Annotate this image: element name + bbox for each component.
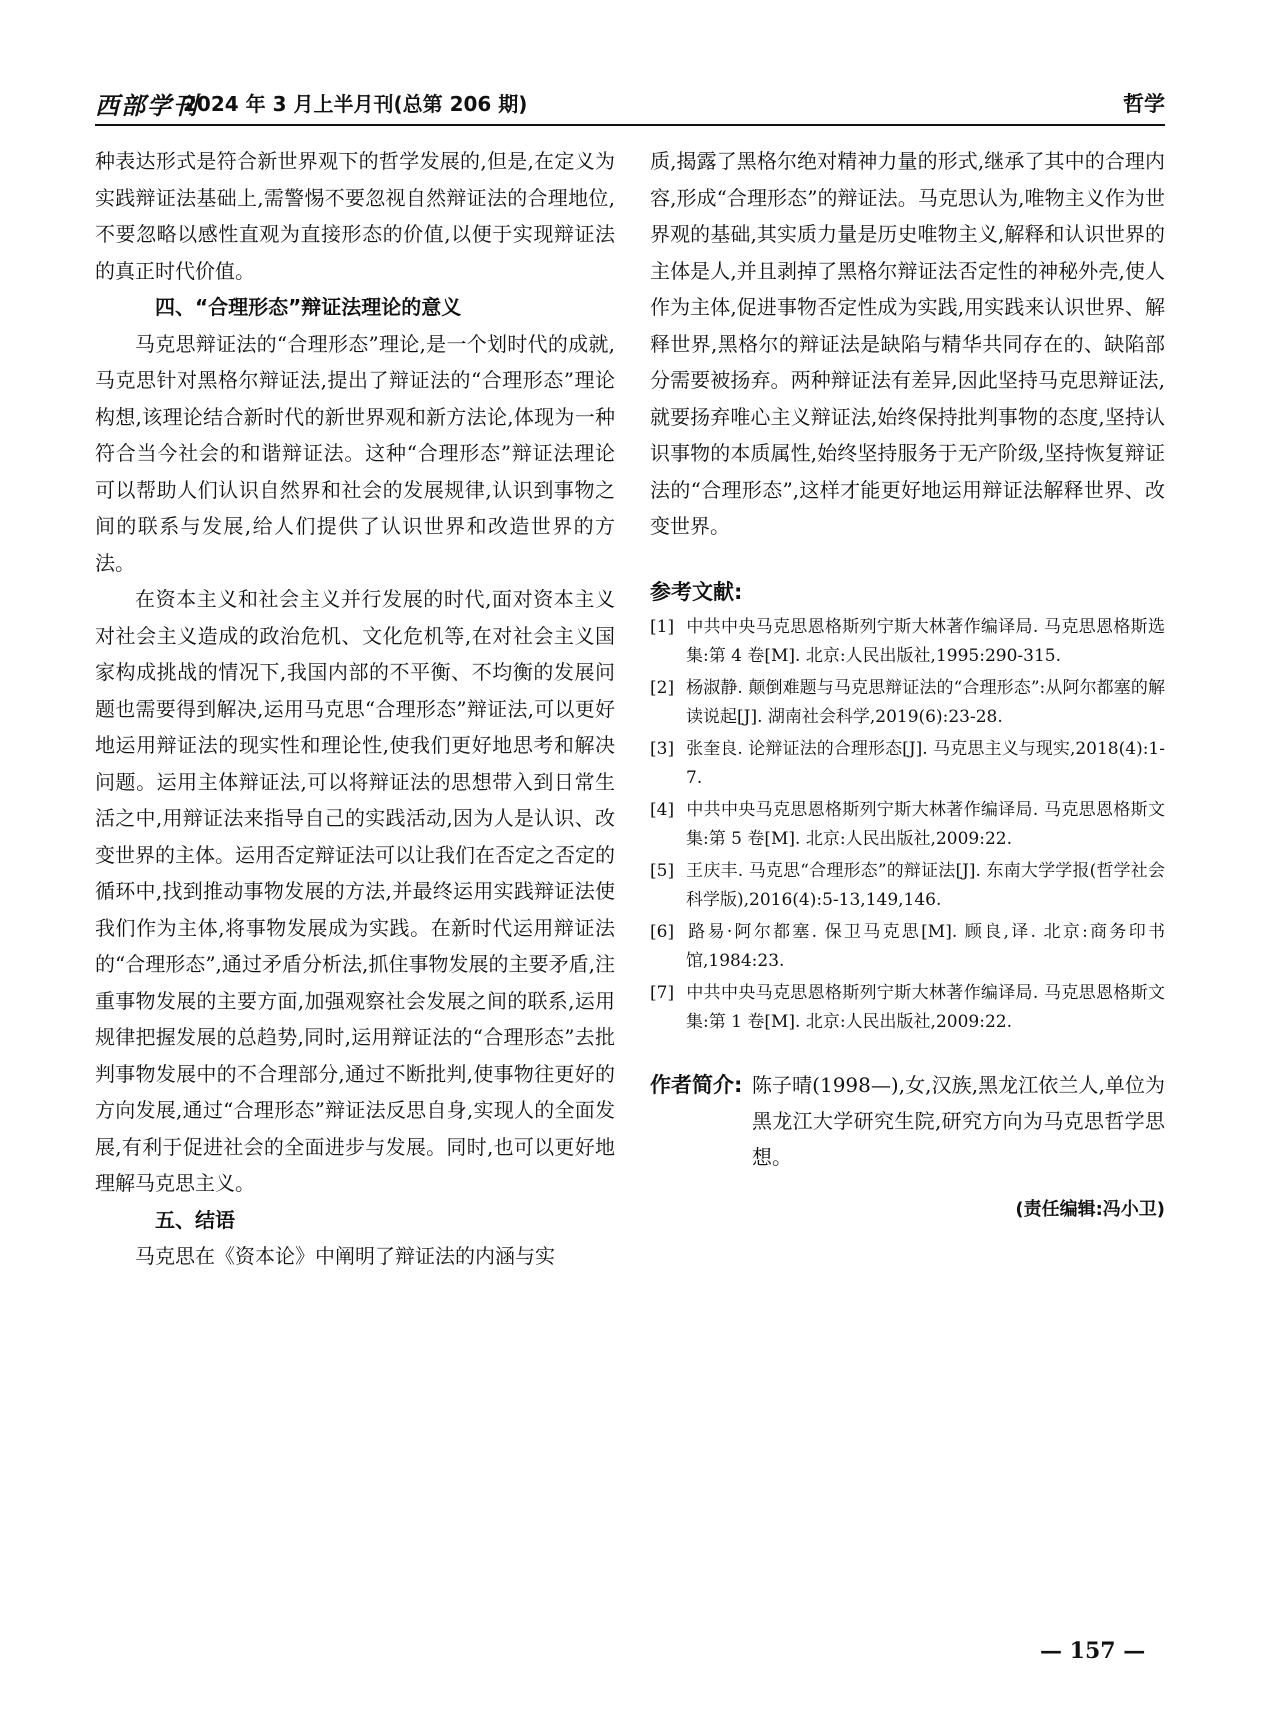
reference-item [650, 857, 1165, 915]
reference-number: [4] [650, 799, 675, 820]
author-label: 作者简介: [650, 1072, 743, 1097]
reference-number: [2] [650, 677, 675, 698]
left-column [95, 143, 615, 1275]
page-header [95, 82, 1165, 122]
reference-item [650, 613, 1165, 671]
reference-text: 中共中央马克思恩格斯列宁斯大林著作编译局. 马克思恩格斯文集:第 5 卷[M]. 北京:人民出版社,2009:22. [686, 799, 1165, 849]
page-number: — 157 — [1040, 1638, 1146, 1664]
reference-number: [6] [650, 921, 675, 942]
reference-item [650, 796, 1165, 854]
reference-item [650, 918, 1165, 976]
reference-number: [7] [650, 982, 675, 1003]
editor-credit: (责任编辑:冯小卫) [1015, 1198, 1165, 1220]
paragraph: 马克思在《资本论》中阐明了辩证法的内涵与实 [135, 1244, 555, 1268]
reference-number: [5] [650, 860, 675, 881]
references-title: 参考文献: [650, 579, 743, 604]
reference-item [650, 674, 1165, 732]
paragraph: 质,揭露了黑格尔绝对精神力量的形式,继承了其中的合理内容,形成“合理形态”的辩证法。马克思认为,唯物主义作为世界观的基础,其实质力量是历史唯物主义,解释和认识世界的主体是人,并且剥掉了黑格尔辩证法否定性的神秘外壳,使人作为主体,促进事物否定性成为实践,用实践来认识世界、解释世界,黑格尔的辩证法是缺陷与精华共同存在的、缺陷部分需要被扬弃。两种辩证法有差异,因此坚持马克思辩证法,就要扬弃唯心主义辩证法,始终保持批判事物的态度,坚持认识事物的本质属性,始终坚持服务于无产阶级,坚持恢复辩证法的“合理形态”,这样才能更好地运用辩证法解释世界、改变世界。 [650, 149, 1165, 538]
reference-text: 中共中央马克思恩格斯列宁斯大林著作编译局. 马克思恩格斯文集:第 1 卷[M]. 北京:人民出版社,2009:22. [686, 982, 1165, 1032]
paragraph: 在资本主义和社会主义并行发展的时代,面对资本主义对社会主义造成的政治危机、文化危机等,在对社会主义国家构成挑战的情况下,我国内部的不平衡、不均衡的发展问题也需要得到解决,运用马克思“合理形态”辩证法,可以更好地运用辩证法的现实性和理论性,使我们更好地思考和解决问题。运用主体辩证法,可以将辩证法的思想带入到日常生活之中,用辩证法来指导自己的实践活动,因为人是认识、改变世界的主体。运用否定辩证法可以让我们在否定之否定的循环中,找到推动事物发展的方法,并最终运用实践辩证法使我们作为主体,将事物发展成为实践。在新时代运用辩证法的“合理形态”,通过矛盾分析法,抓住事物发展的主要矛盾,注重事物发展的主要方面,加强观察社会发展之间的联系,运用规律把握发展的总趋势,同时,运用辩证法的“合理形态”去批判事物发展中的不合理部分,通过不断批判,使事物往更好的方向发展,通过“合理形态”辩证法反思自身,实现人的全面发展,有利于促进社会的全面进步与发展。同时,也可以更好地理解马克思主义。 [95, 587, 615, 1195]
journal-logo: 西部学刊 [95, 91, 199, 120]
header-rule [95, 124, 1165, 126]
reference-text: 张奎良. 论辩证法的合理形态[J]. 马克思主义与现实,2018(4):1-7. [686, 738, 1165, 788]
paragraph: 马克思辩证法的“合理形态”理论,是一个划时代的成就,马克思针对黑格尔辩证法,提出了辩证法的“合理形态”理论构想,该理论结合新时代的新世界观和新方法论,体现为一种符合当今社会的和谐辩证法。这种“合理形态”辩证法理论可以帮助人们认识自然界和社会的发展规律,认识到事物之间的联系与发展,给人们提供了认识世界和改造世界的方法。 [95, 331, 615, 575]
section-heading-4: 四、“合理形态”辩证法理论的意义 [155, 295, 462, 319]
author-text: 陈子晴(1998—),女,汉族,黑龙江依兰人,单位为黑龙江大学研究生院,研究方向为马克思哲学思想。 [752, 1072, 1165, 1169]
reference-item [650, 735, 1165, 793]
paragraph: 种表达形式是符合新世界观下的哲学发展的,但是,在定义为实践辩证法基础上,需警惕不要忽视自然辩证法的合理地位,不要忽略以感性直观为直接形态的价值,以便于实现辩证法的真正时代价值。 [95, 149, 615, 283]
reference-number: [3] [650, 738, 675, 759]
section-heading-5: 五、结语 [155, 1207, 235, 1232]
author-bio [650, 1067, 1165, 1187]
issue-info: 2024 年 3 月上半月刊(总第 206 期) [183, 92, 528, 116]
section-label: 哲学 [1123, 92, 1165, 116]
reference-text: 杨淑静. 颠倒难题与马克思辩证法的“合理形态”:从阿尔都塞的解读说起[J]. 湖南社会科学,2019(6):23-28. [686, 677, 1165, 727]
right-column [650, 143, 1165, 1225]
reference-number: [1] [650, 616, 675, 637]
reference-item [650, 979, 1165, 1037]
reference-text: 王庆丰. 马克思“合理形态”的辩证法[J]. 东南大学学报(哲学社会科学版),2016(4):5-13,149,146. [686, 860, 1165, 910]
reference-text: 路易·阿尔都塞. 保卫马克思[M]. 顾良,译. 北京:商务印书馆,1984:23. [686, 921, 1165, 971]
reference-text: 中共中央马克思恩格斯列宁斯大林著作编译局. 马克思恩格斯选集:第 4 卷[M]. 北京:人民出版社,1995:290-315. [686, 616, 1165, 666]
reference-list [650, 613, 1165, 1037]
